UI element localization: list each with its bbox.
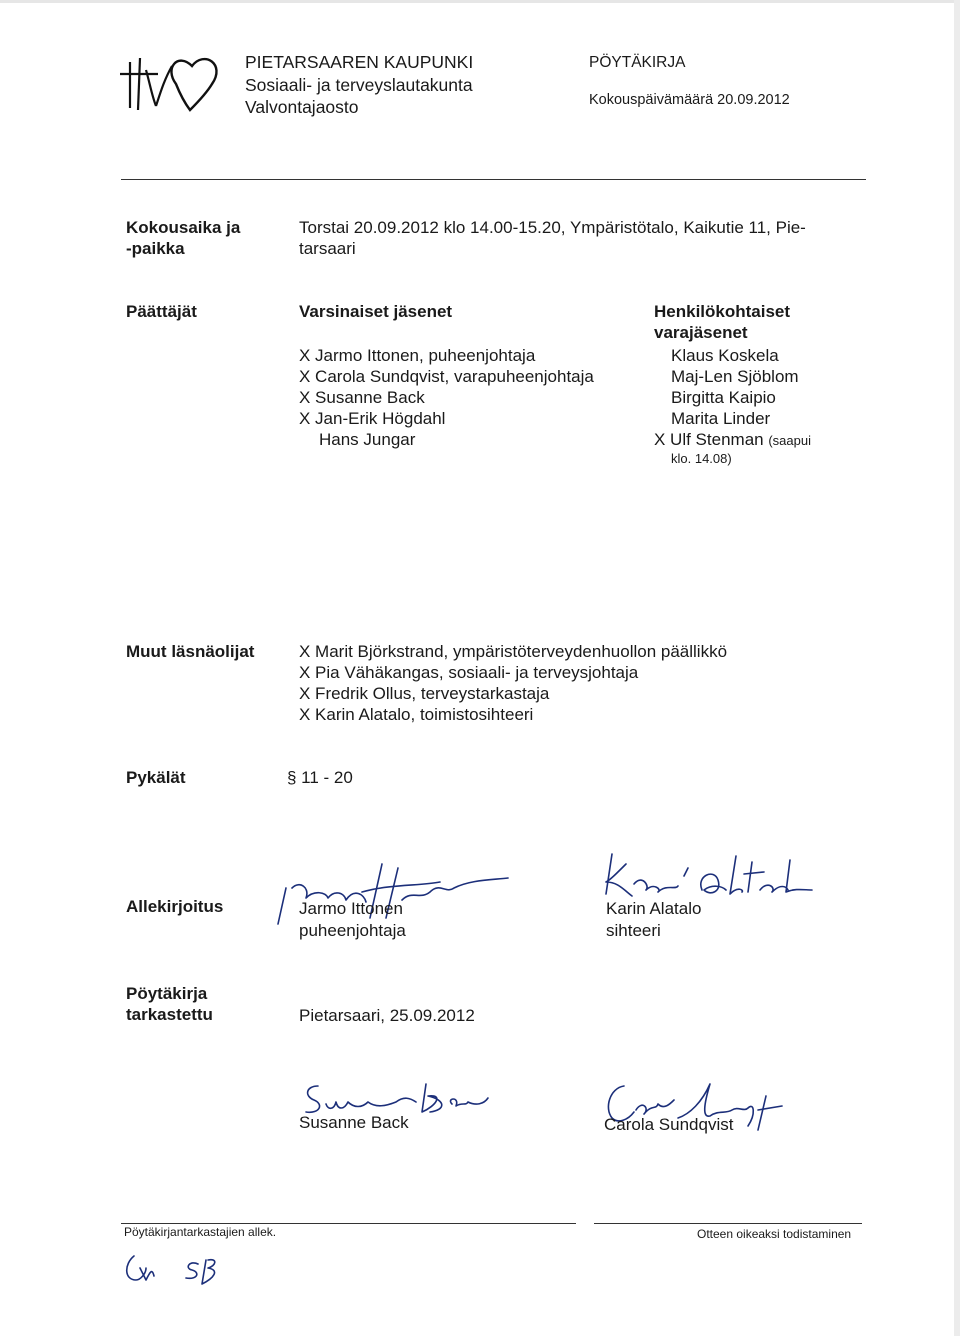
deputies-title: Henkilökohtaiset varajäsenet bbox=[654, 302, 791, 342]
member-item: X Susanne Back bbox=[299, 388, 425, 407]
member-item: X Carola Sundqvist, varapuheenjohtaja bbox=[299, 367, 594, 386]
deputy-item: Birgitta Kaipio bbox=[671, 388, 776, 407]
footer-right-label: Otteen oikeaksi todistaminen bbox=[697, 1227, 852, 1241]
deputy-item: Klaus Koskela bbox=[671, 346, 779, 365]
meeting-label: Kokousaika ja -paikka bbox=[126, 218, 241, 258]
sections-label: Pykälät bbox=[126, 768, 186, 787]
deputy-item: Marita Linder bbox=[671, 409, 771, 428]
footer-divider-left bbox=[121, 1223, 576, 1224]
attendee-item: X Fredrik Ollus, terveystarkastaja bbox=[299, 684, 550, 703]
meeting-date: Kokouspäivämäärä 20.09.2012 bbox=[589, 92, 790, 108]
secretary-role: sihteeri bbox=[606, 921, 661, 940]
deputy-item: X Ulf Stenman bbox=[654, 430, 764, 449]
scan-right-edge bbox=[954, 0, 960, 1336]
scan-top-edge bbox=[0, 0, 960, 3]
reviewer2-name: Carola Sundqvist bbox=[604, 1115, 734, 1134]
footer-initials bbox=[120, 1246, 240, 1286]
header-divider bbox=[121, 179, 866, 180]
chair-role: puheenjohtaja bbox=[299, 921, 406, 940]
city-logo bbox=[116, 44, 226, 114]
member-item: Hans Jungar bbox=[319, 430, 416, 449]
org-division: Valvontajaosto bbox=[245, 97, 359, 117]
signature-label: Allekirjoitus bbox=[126, 897, 224, 916]
decision-makers-label: Päättäjät bbox=[126, 302, 197, 321]
deputy-item: Maj-Len Sjöblom bbox=[671, 367, 799, 386]
attendee-item: X Karin Alatalo, toimistosihteeri bbox=[299, 705, 534, 724]
member-item: X Jarmo Ittonen, puheenjohtaja bbox=[299, 346, 536, 365]
deputies-list bbox=[654, 345, 811, 467]
review-label: Pöytäkirja tarkastettu bbox=[126, 984, 213, 1024]
attendee-item: X Pia Vähäkangas, sosiaali- ja terveysjohtaja bbox=[299, 663, 639, 682]
org-name: PIETARSAAREN KAUPUNKI bbox=[245, 52, 474, 72]
chair-name: Jarmo Ittonen bbox=[299, 899, 403, 918]
footer-left-label: Pöytäkirjantarkastajien allek. bbox=[124, 1225, 277, 1239]
others-present-list bbox=[299, 641, 727, 725]
secretary-name: Karin Alatalo bbox=[606, 899, 702, 918]
meeting-value: Torstai 20.09.2012 klo 14.00-15.20, Ympäristötalo, Kaikutie 11, Pie- tarsaari bbox=[299, 218, 806, 258]
arrival-note: (saapui bbox=[768, 433, 811, 448]
footer-divider-right bbox=[594, 1223, 862, 1224]
members-list bbox=[299, 345, 594, 450]
document-type: PÖYTÄKIRJA bbox=[589, 54, 686, 71]
arrival-note-time: klo. 14.08) bbox=[671, 451, 732, 466]
others-present-label: Muut läsnäolijat bbox=[126, 642, 255, 661]
members-title: Varsinaiset jäsenet bbox=[299, 302, 453, 321]
secretary-signature bbox=[592, 846, 832, 906]
attendee-item: X Marit Björkstrand, ympäristöterveydenhuollon päällikkö bbox=[299, 642, 728, 661]
reviewer1-name: Susanne Back bbox=[299, 1113, 409, 1132]
sections-value: § 11 - 20 bbox=[287, 768, 353, 787]
member-item: X Jan-Erik Högdahl bbox=[299, 409, 446, 428]
org-board: Sosiaali- ja terveyslautakunta bbox=[245, 75, 473, 95]
review-place-date: Pietarsaari, 25.09.2012 bbox=[299, 1006, 475, 1025]
